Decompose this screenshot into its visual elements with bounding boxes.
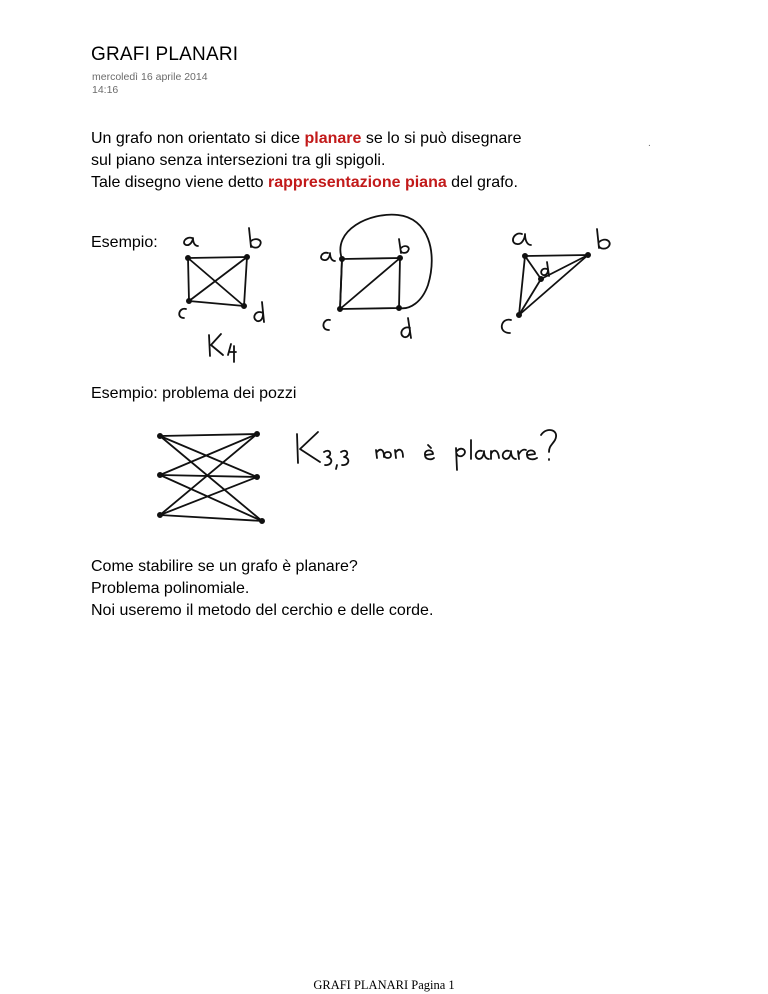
g3-vertex [523,254,528,259]
g3-triangle [519,255,588,315]
intro-line-3 [91,172,522,194]
k4-vertex [186,256,191,261]
g3-vertex [539,277,544,282]
closing-question: Come stabilire se un grafo è planare? [91,558,358,575]
g3-label-b [597,229,610,249]
g3-vertex [586,253,591,258]
k33-vertex [260,519,265,524]
page-date: mercoledì 16 aprile 2014 [92,71,208,83]
g2-outer-arc [340,215,431,309]
k4-diagonal-ad [188,258,244,306]
g2-label-a [321,253,335,261]
note-non [376,450,403,458]
g2-vertex [398,256,403,261]
k33-edge [160,434,257,436]
g3-edge-a-d [525,256,541,279]
k33-vertex [158,513,163,518]
g3-vertex [517,313,522,318]
k4-vertex [242,304,247,309]
note-3-3 [324,451,348,469]
closing-answer-1: Problema polinomiale. [91,580,250,597]
k4-diagonal-bc [189,257,247,301]
k33-edge [160,436,257,477]
note-e [425,445,434,459]
term-rappresentazione-piana: rappresentazione piana [268,174,447,191]
page-footer: GRAFI PLANARI Pagina 1 [313,978,455,992]
intro-line-2: sul piano senza intersezioni tra gli spigoli. [91,152,386,169]
intro-s1-before: Un grafo non orientato si dice [91,130,305,147]
k33-vertex [158,473,163,478]
note-question [541,430,556,460]
k4-label-c [179,309,186,318]
g2-diagonal-cb [340,258,400,309]
g3-label-a [513,234,531,245]
g3-label-c [502,320,511,333]
k4-label-d [254,302,264,322]
intro-paragraph [91,128,522,194]
graph-triangle-drawing [502,229,610,333]
g2-label-b [399,239,409,253]
page-title: GRAFI PLANARI [91,44,239,65]
note-K [297,432,320,463]
k33-edge [160,436,262,521]
intro-s3-after: del grafo. [446,174,518,191]
k33-vertex [158,434,163,439]
term-planare: planare [304,130,362,147]
g2-vertex [397,306,402,311]
intro-line-1 [91,128,522,150]
k4-label-a [184,238,198,246]
g3-edge-b-d [541,255,588,279]
g2-label-d [401,318,411,338]
note-planare [456,440,537,470]
k33-edge [160,475,257,477]
page-metadata [92,71,208,97]
k33-edge [160,475,262,521]
g3-edge-c-d [519,279,541,315]
g2-vertex [340,257,345,262]
g2-square [340,258,400,309]
page-time: 14:16 [92,84,119,96]
graph-k33-drawing [158,432,265,524]
g2-diagonal [340,259,342,309]
k33-edge [160,434,257,475]
k4-square [188,257,247,306]
k4-vertex [245,255,250,260]
k33-edge [160,515,262,521]
g2-vertex [338,307,343,312]
intro-s3-before: Tale disegno viene detto [91,174,269,191]
graph-planar-drawing [321,215,432,338]
example-label-1: Esempio: [91,234,158,251]
k33-vertex [255,475,260,480]
closing-answer-2: Noi useremo il metodo del cerchio e delle corde. [91,602,434,619]
graph-k4-drawing [179,228,264,362]
k33-edge [160,434,257,515]
stray-dot: . [648,138,651,149]
example-label-2: Esempio: problema dei pozzi [91,385,297,402]
g3-label-d [541,262,549,276]
k4-label-b [249,228,261,248]
k33-handwritten-note [297,430,556,470]
g2-label-c [323,320,330,330]
closing-paragraph [91,556,433,622]
intro-s1-after: se lo si può disegnare [361,130,522,147]
k4-vertex [187,299,192,304]
k4-caption [209,334,236,362]
k33-vertex [255,432,260,437]
k33-edge [160,477,257,515]
